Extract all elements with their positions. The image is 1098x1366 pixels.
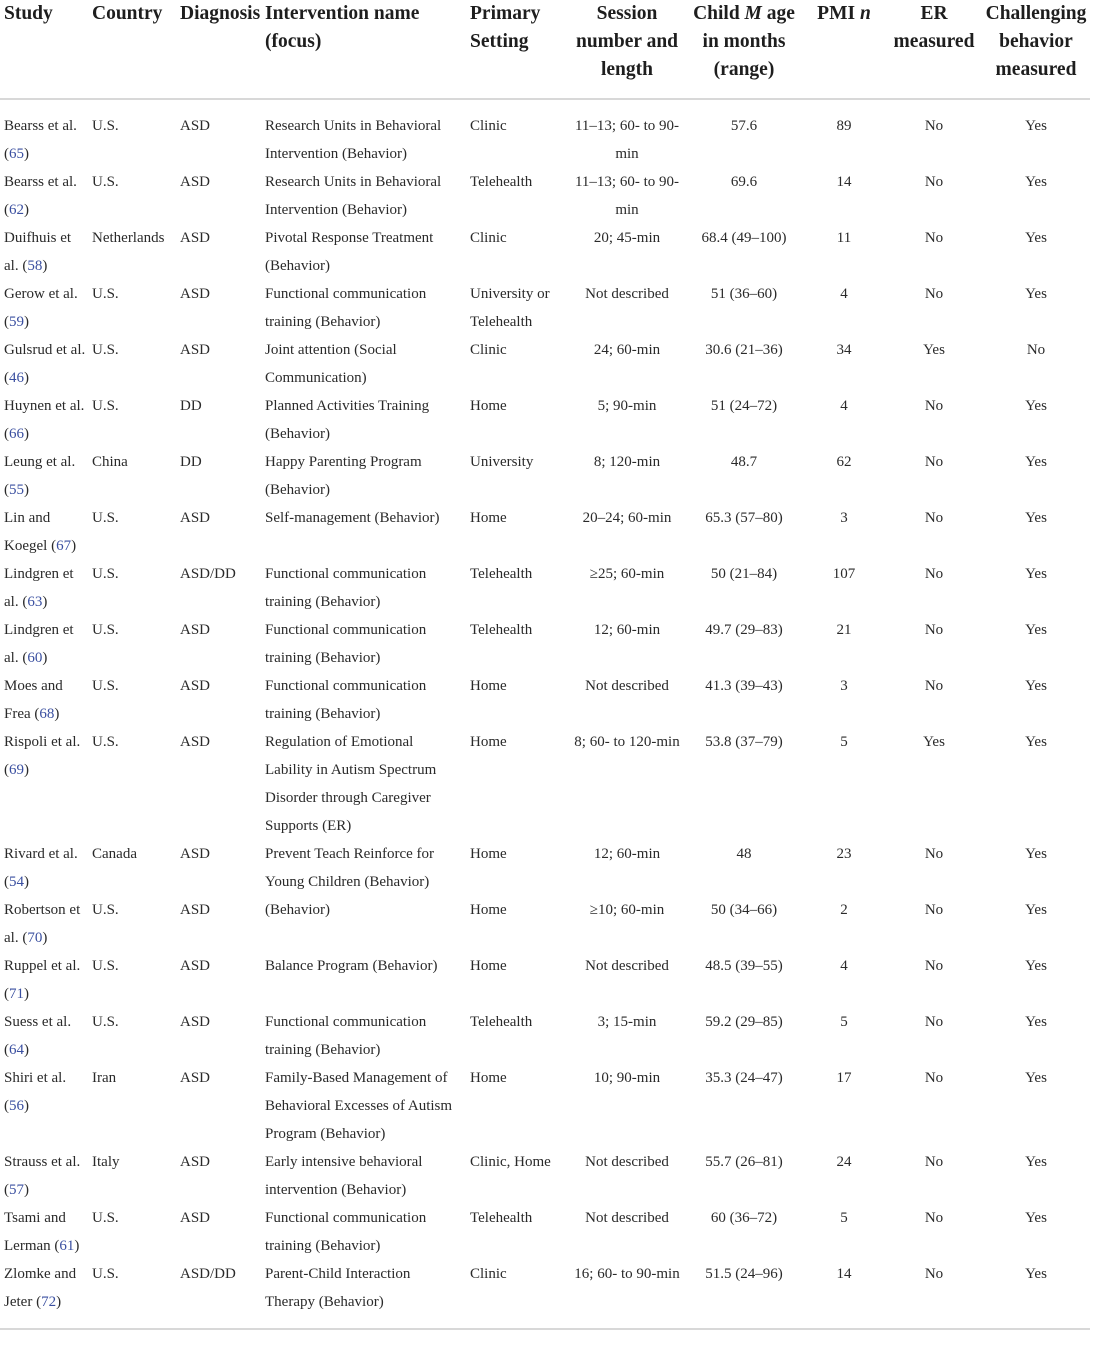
- cell-session: 24; 60-min: [593, 342, 661, 358]
- cell-age: 48.5 (39–55): [705, 958, 783, 974]
- cell-diagnosis: ASD: [180, 118, 211, 134]
- cell-setting: Home: [470, 958, 507, 974]
- study-name: Bearss et al.: [4, 118, 77, 134]
- cell-session: Not described: [585, 678, 669, 694]
- study-name: Lindgren et al.: [4, 566, 74, 610]
- cell-intervention: Planned Activities Training (Behavior): [265, 398, 430, 442]
- cell-study: Robertson et al. (70): [4, 902, 81, 946]
- header-age: [686, 0, 802, 99]
- cell-pmi-n: 23: [836, 846, 852, 862]
- cell-diagnosis: ASD: [180, 510, 211, 526]
- cell-country: U.S.: [92, 174, 119, 190]
- study-name: Robertson et al.: [4, 902, 81, 946]
- cell-intervention: Research Units in Behavioral Intervention (Behavior): [265, 118, 442, 162]
- cell-challenging-behavior: Yes: [982, 1260, 1090, 1329]
- cell-country: U.S.: [92, 1210, 119, 1226]
- cell-country: U.S.: [88, 1260, 176, 1329]
- header-pmi: [802, 0, 886, 99]
- reference-link[interactable]: 62: [9, 202, 24, 218]
- cell-setting: Clinic: [470, 118, 507, 134]
- cell-setting: Telehealth: [470, 174, 533, 190]
- cell-pmi-n: 4: [840, 286, 848, 302]
- cell-age: 50 (21–84): [710, 566, 778, 582]
- cell-intervention: Research Units in Behavioral Intervention (Behavior): [265, 174, 442, 218]
- cell-country: Iran: [92, 1070, 117, 1086]
- reference-link[interactable]: 61: [59, 1238, 75, 1254]
- cell-diagnosis: ASD: [180, 174, 211, 190]
- cell-study: Gulsrud et al. (46): [4, 342, 86, 386]
- cell-country: U.S.: [92, 566, 119, 582]
- cell-intervention: Parent-Child Interaction Therapy (Behavior): [264, 1260, 466, 1329]
- cell-age: 60 (36–72): [710, 1210, 778, 1226]
- cell-pmi-n: 4: [840, 958, 848, 974]
- cell-challenging-behavior: Yes: [1025, 846, 1047, 862]
- reference-link[interactable]: 66: [9, 426, 24, 442]
- study-name: Strauss et al.: [4, 1154, 81, 1170]
- cell-intervention: Functional communication training (Behavior): [265, 1210, 427, 1254]
- cell-session: Not described: [585, 1154, 669, 1170]
- cell-challenging-behavior: Yes: [1025, 734, 1047, 750]
- cell-age: 51 (24–72): [710, 398, 778, 414]
- cell-setting: Telehealth: [470, 566, 533, 582]
- cell-diagnosis: ASD: [180, 678, 211, 694]
- cell-study: Lindgren et al. (63): [4, 566, 74, 610]
- cell-country: Netherlands: [92, 230, 165, 246]
- cell-intervention: Happy Parenting Program (Behavior): [265, 454, 422, 498]
- cell-country: China: [92, 454, 128, 470]
- cell-session: 10; 90-min: [593, 1070, 661, 1086]
- cell-session: 8; 120-min: [593, 454, 661, 470]
- cell-challenging-behavior: Yes: [1025, 1070, 1047, 1086]
- cell-pmi-n: 11: [836, 230, 852, 246]
- table-row: [0, 616, 1090, 672]
- cell-session: 20–24; 60-min: [582, 510, 672, 526]
- cell-intervention: Functional communication training (Behavior): [265, 566, 427, 610]
- header-age-m: M: [744, 3, 762, 24]
- cell-age: 50 (34–66): [710, 902, 778, 918]
- cell-challenging-behavior: Yes: [1025, 958, 1047, 974]
- cell-study: Moes and Frea (68): [4, 678, 63, 722]
- cell-country: U.S.: [92, 286, 119, 302]
- cell-age: 48: [736, 846, 752, 862]
- cell-study: Huynen et al. (66): [4, 398, 85, 442]
- cell-country: U.S.: [92, 678, 119, 694]
- cell-er-measured: No: [924, 230, 944, 246]
- cell-session: Not described: [585, 958, 669, 974]
- cell-country: U.S.: [92, 622, 119, 638]
- reference-link[interactable]: 58: [27, 258, 43, 274]
- cell-country: U.S.: [92, 1014, 119, 1030]
- cell-er-measured: No: [924, 902, 944, 918]
- cell-pmi-n: 2: [840, 902, 848, 918]
- cell-intervention: Joint attention (Social Communication): [265, 342, 397, 386]
- reference-link[interactable]: 72: [41, 1294, 57, 1310]
- cell-diagnosis: ASD/DD: [176, 1260, 264, 1329]
- cell-country: U.S.: [92, 958, 119, 974]
- reference-link[interactable]: 60: [27, 650, 43, 666]
- cell-country: U.S.: [92, 902, 119, 918]
- cell-pmi-n: 14: [802, 1260, 886, 1329]
- cell-challenging-behavior: Yes: [1025, 902, 1047, 918]
- table-row: [0, 672, 1090, 728]
- cell-study: Tsami and Lerman (61): [4, 1210, 80, 1254]
- cell-session: 8; 60- to 120-min: [574, 734, 680, 750]
- table-row: [0, 504, 1090, 560]
- table-row: [0, 168, 1090, 224]
- cell-pmi-n: 5: [840, 1014, 848, 1030]
- cell-er-measured: No: [924, 286, 944, 302]
- cell-pmi-n: 14: [836, 174, 852, 190]
- study-name: Duifhuis et al.: [4, 230, 72, 274]
- cell-setting: Home: [470, 846, 507, 862]
- cell-age: 68.4 (49–100): [701, 230, 787, 246]
- cell-age: 57.6: [730, 118, 758, 134]
- study-name: Moes and Frea: [4, 678, 63, 722]
- cell-age: 59.2 (29–85): [705, 1014, 783, 1030]
- cell-setting: Telehealth: [470, 1210, 533, 1226]
- study-name: Rispoli et al.: [4, 734, 81, 750]
- reference-link[interactable]: 71: [9, 986, 24, 1002]
- cell-study: Rivard et al. (54): [4, 846, 78, 890]
- cell-er-measured: No: [886, 1260, 982, 1329]
- cell-session: 3; 15-min: [597, 1014, 657, 1030]
- cell-diagnosis: ASD: [180, 286, 211, 302]
- cell-pmi-n: 17: [836, 1070, 852, 1086]
- header-er: ER measured: [886, 0, 982, 99]
- header-intervention: Intervention name (focus): [264, 0, 466, 99]
- cell-age: 51.5 (24–96): [686, 1260, 802, 1329]
- reference-link[interactable]: 65: [9, 146, 24, 162]
- header-session: Session number and length: [568, 0, 686, 99]
- study-name: Rivard et al.: [4, 846, 78, 862]
- cell-intervention: Functional communication training (Behavior): [265, 622, 427, 666]
- table-row: [0, 896, 1090, 952]
- cell-study: Rispoli et al. (69): [4, 734, 81, 778]
- cell-diagnosis: ASD: [180, 958, 211, 974]
- reference-link[interactable]: 64: [9, 1042, 24, 1058]
- cell-setting: Telehealth: [470, 622, 533, 638]
- reference-link[interactable]: 57: [9, 1182, 24, 1198]
- study-name: Suess et al.: [4, 1014, 72, 1030]
- cell-study: Lindgren et al. (60): [4, 622, 74, 666]
- table-body: [0, 99, 1090, 1329]
- cell-country: Canada: [92, 846, 137, 862]
- table-row: [0, 560, 1090, 616]
- cell-challenging-behavior: Yes: [1025, 230, 1047, 246]
- cell-intervention: Functional communication training (Behavior): [265, 1014, 427, 1058]
- cell-study: Shiri et al. (56): [4, 1070, 67, 1114]
- cell-session: 12; 60-min: [593, 846, 661, 862]
- cell-setting: Home: [470, 1070, 507, 1086]
- table-row: [0, 952, 1090, 1008]
- cell-setting: Home: [470, 510, 507, 526]
- study-name: Bearss et al.: [4, 174, 77, 190]
- cell-intervention: Family-Based Management of Behavioral Excesses of Autism Program (Behavior): [265, 1070, 453, 1142]
- study-name: Shiri et al.: [4, 1070, 67, 1086]
- cell-setting: Home: [470, 734, 507, 750]
- cell-er-measured: No: [924, 118, 944, 134]
- cell-country: U.S.: [92, 734, 119, 750]
- cell-pmi-n: 4: [840, 398, 848, 414]
- study-name: Zlomke and Jeter: [4, 1266, 77, 1310]
- cell-setting: Clinic: [466, 1260, 568, 1329]
- table-row: [0, 840, 1090, 896]
- cell-session: ≥10; 60-min: [589, 902, 665, 918]
- cell-age: 48.7: [730, 454, 758, 470]
- cell-pmi-n: 5: [840, 1210, 848, 1226]
- cell-er-measured: No: [924, 398, 944, 414]
- cell-diagnosis: DD: [180, 454, 202, 470]
- cell-age: 65.3 (57–80): [705, 510, 783, 526]
- reference-link[interactable]: 63: [27, 594, 43, 610]
- header-age-post: age in months (range): [702, 3, 795, 80]
- header-study: Study: [0, 0, 88, 99]
- cell-study: Bearss et al. (65): [4, 118, 77, 162]
- reference-link[interactable]: 69: [9, 762, 24, 778]
- cell-study: Ruppel et al. (71): [4, 958, 81, 1002]
- cell-challenging-behavior: Yes: [1025, 454, 1047, 470]
- header-age-pre: Child: [693, 3, 740, 24]
- cell-setting: University: [470, 454, 534, 470]
- cell-er-measured: No: [924, 678, 944, 694]
- cell-challenging-behavior: Yes: [1025, 398, 1047, 414]
- cell-session: 12; 60-min: [593, 622, 661, 638]
- cell-diagnosis: ASD: [180, 734, 211, 750]
- cell-diagnosis: DD: [180, 398, 202, 414]
- table-row: [0, 280, 1090, 336]
- cell-pmi-n: 3: [840, 678, 848, 694]
- header-pmi-n: n: [859, 3, 871, 24]
- cell-challenging-behavior: Yes: [1025, 286, 1047, 302]
- cell-country: U.S.: [92, 510, 119, 526]
- table-row: [0, 1148, 1090, 1204]
- cell-country: U.S.: [92, 398, 119, 414]
- cell-pmi-n: 21: [836, 622, 852, 638]
- cell-setting: Clinic: [470, 230, 507, 246]
- cell-setting: Clinic: [470, 342, 507, 358]
- cell-intervention: Prevent Teach Reinforce for Young Children (Behavior): [265, 846, 435, 890]
- cell-er-measured: No: [924, 846, 944, 862]
- cell-er-measured: No: [924, 454, 944, 470]
- reference-link[interactable]: 55: [9, 482, 24, 498]
- reference-link[interactable]: 46: [9, 370, 24, 386]
- study-name: Lin and Koegel: [4, 510, 51, 554]
- cell-intervention: Early intensive behavioral intervention (Behavior): [265, 1154, 423, 1198]
- cell-er-measured: No: [924, 622, 944, 638]
- cell-setting: University or Telehealth: [470, 286, 550, 330]
- cell-diagnosis: ASD/DD: [180, 566, 236, 582]
- cell-country: U.S.: [92, 118, 119, 134]
- cell-intervention: (Behavior): [265, 902, 330, 918]
- study-name: Gulsrud et al.: [4, 342, 86, 358]
- cell-age: 53.8 (37–79): [705, 734, 783, 750]
- cell-diagnosis: ASD: [180, 1210, 211, 1226]
- cell-er-measured: No: [924, 958, 944, 974]
- cell-challenging-behavior: Yes: [1025, 566, 1047, 582]
- cell-setting: Home: [470, 678, 507, 694]
- cell-diagnosis: ASD: [180, 342, 211, 358]
- cell-intervention: Functional communication training (Behavior): [265, 678, 427, 722]
- cell-pmi-n: 62: [836, 454, 852, 470]
- cell-er-measured: No: [924, 566, 944, 582]
- cell-age: 69.6: [730, 174, 758, 190]
- table-row: [0, 1204, 1090, 1260]
- cell-study: Strauss et al. (57): [4, 1154, 81, 1198]
- reference-link[interactable]: 67: [56, 538, 72, 554]
- cell-study: Duifhuis et al. (58): [4, 230, 72, 274]
- cell-pmi-n: 3: [840, 510, 848, 526]
- cell-challenging-behavior: Yes: [1025, 1014, 1047, 1030]
- cell-er-measured: No: [924, 1014, 944, 1030]
- cell-challenging-behavior: Yes: [1025, 510, 1047, 526]
- cell-pmi-n: 5: [840, 734, 848, 750]
- cell-session: ≥25; 60-min: [589, 566, 665, 582]
- cell-intervention: Balance Program (Behavior): [265, 958, 438, 974]
- table-row: [0, 1008, 1090, 1064]
- cell-er-measured: Yes: [923, 734, 945, 750]
- cell-intervention: Regulation of Emotional Lability in Autism Spectrum Disorder through Caregiver Supports (ER): [265, 734, 437, 834]
- cell-diagnosis: ASD: [180, 230, 211, 246]
- cell-country: Italy: [92, 1154, 120, 1170]
- reference-link[interactable]: 59: [9, 314, 24, 330]
- cell-session: 5; 90-min: [597, 398, 657, 414]
- cell-er-measured: No: [924, 1154, 944, 1170]
- cell-session: 11–13; 60- to 90-min: [574, 118, 680, 162]
- study-name: Huynen et al.: [4, 398, 85, 414]
- study-name: Tsami and Lerman: [4, 1210, 66, 1254]
- cell-age: 41.3 (39–43): [705, 678, 783, 694]
- cell-challenging-behavior: Yes: [1025, 174, 1047, 190]
- cell-diagnosis: ASD: [180, 622, 211, 638]
- cell-diagnosis: ASD: [180, 902, 211, 918]
- cell-challenging-behavior: No: [1026, 342, 1046, 358]
- cell-er-measured: No: [924, 1070, 944, 1086]
- table-row: [0, 448, 1090, 504]
- cell-challenging-behavior: Yes: [1025, 1210, 1047, 1226]
- cell-session: Not described: [585, 1210, 669, 1226]
- cell-er-measured: No: [924, 174, 944, 190]
- cell-setting: Clinic, Home: [470, 1154, 551, 1170]
- cell-setting: Home: [470, 398, 507, 414]
- study-name: Leung et al.: [4, 454, 76, 470]
- cell-session: 11–13; 60- to 90-min: [574, 174, 680, 218]
- cell-challenging-behavior: Yes: [1025, 678, 1047, 694]
- cell-age: 49.7 (29–83): [705, 622, 783, 638]
- cell-age: 35.3 (24–47): [705, 1070, 783, 1086]
- header-diagnosis: Diagnosis: [176, 0, 264, 99]
- cell-er-measured: No: [924, 510, 944, 526]
- cell-challenging-behavior: Yes: [1025, 1154, 1047, 1170]
- cell-setting: Telehealth: [470, 1014, 533, 1030]
- cell-setting: Home: [470, 902, 507, 918]
- cell-er-measured: No: [924, 1210, 944, 1226]
- header-challenging-behavior: Challenging behavior measured: [982, 0, 1090, 99]
- table-row: [0, 336, 1090, 392]
- cell-pmi-n: 89: [836, 118, 852, 134]
- cell-er-measured: Yes: [923, 342, 945, 358]
- cell-study: Gerow et al. (59): [4, 286, 78, 330]
- cell-session: Not described: [585, 286, 669, 302]
- table-row: [0, 392, 1090, 448]
- cell-study: Leung et al. (55): [4, 454, 76, 498]
- cell-intervention: Self-management (Behavior): [265, 510, 440, 526]
- cell-age: 30.6 (21–36): [705, 342, 783, 358]
- cell-pmi-n: 34: [836, 342, 852, 358]
- cell-study: Zlomke and Jeter (72): [0, 1260, 88, 1329]
- cell-diagnosis: ASD: [180, 1154, 211, 1170]
- cell-diagnosis: ASD: [180, 1070, 211, 1086]
- reference-link[interactable]: 68: [39, 706, 55, 722]
- cell-intervention: Pivotal Response Treatment (Behavior): [265, 230, 434, 274]
- cell-session: 20; 45-min: [593, 230, 661, 246]
- study-name: Lindgren et al.: [4, 622, 74, 666]
- cell-session: 16; 60- to 90-min: [568, 1260, 686, 1329]
- cell-diagnosis: ASD: [180, 1014, 211, 1030]
- reference-link[interactable]: 70: [27, 930, 43, 946]
- cell-age: 51 (36–60): [710, 286, 778, 302]
- cell-study: Lin and Koegel (67): [4, 510, 77, 554]
- cell-pmi-n: 24: [836, 1154, 852, 1170]
- cell-age: 55.7 (26–81): [705, 1154, 783, 1170]
- table-row: [0, 1064, 1090, 1148]
- reference-link[interactable]: 54: [9, 874, 24, 890]
- table-row: [0, 1260, 1090, 1329]
- study-name: Gerow et al.: [4, 286, 78, 302]
- table-row: [0, 728, 1090, 840]
- cell-challenging-behavior: Yes: [1025, 118, 1047, 134]
- cell-challenging-behavior: Yes: [1025, 622, 1047, 638]
- cell-country: U.S.: [92, 342, 119, 358]
- header-country: Country: [88, 0, 176, 99]
- cell-study: Bearss et al. (62): [4, 174, 77, 218]
- header-setting: Primary Setting: [466, 0, 568, 99]
- header-row: [0, 0, 1090, 99]
- cell-study: Suess et al. (64): [4, 1014, 72, 1058]
- cell-intervention: Functional communication training (Behavior): [265, 286, 427, 330]
- table-row: [0, 224, 1090, 280]
- study-name: Ruppel et al.: [4, 958, 81, 974]
- cell-diagnosis: ASD: [180, 846, 211, 862]
- reference-link[interactable]: 56: [9, 1098, 24, 1114]
- table-row: [0, 99, 1090, 168]
- header-pmi-label: PMI: [817, 3, 856, 24]
- cell-pmi-n: 107: [832, 566, 856, 582]
